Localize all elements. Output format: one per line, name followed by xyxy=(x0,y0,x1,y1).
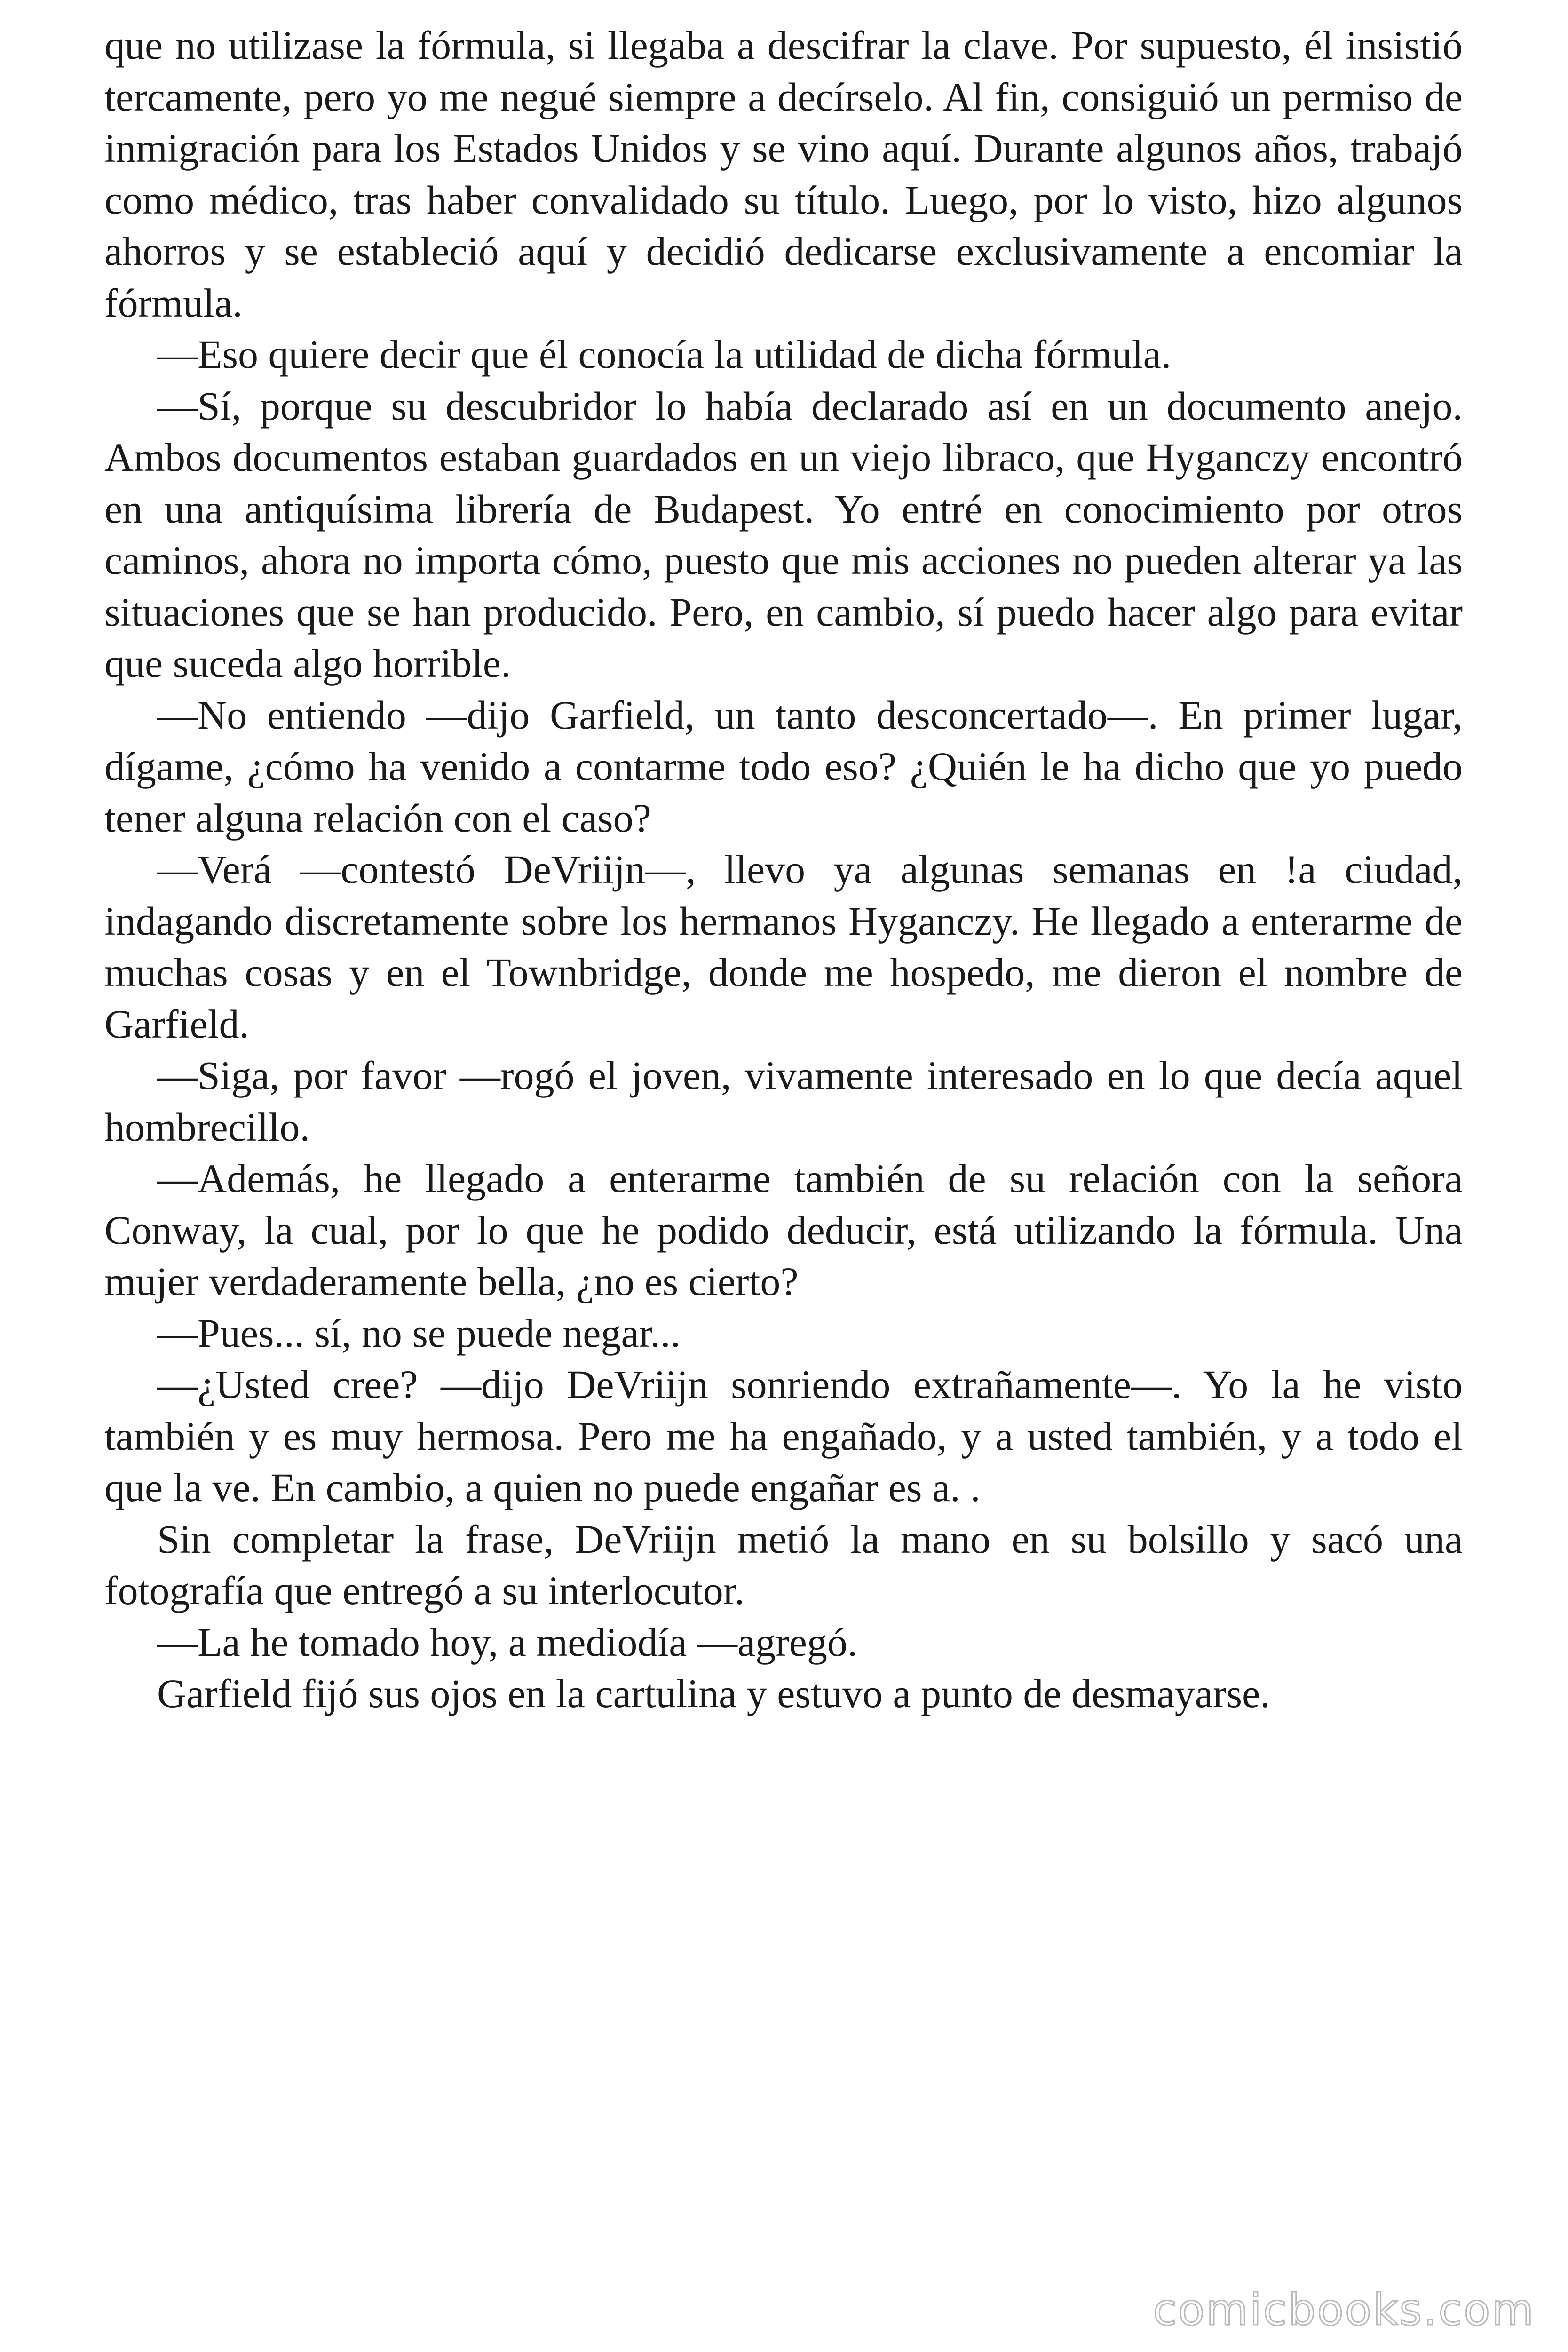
paragraph: —Sí, porque su descubridor lo había declarado así en un documento anejo. Ambos documentos estaban guardados en un viejo libraco, que Hyganczy encontró en una antiquísima librería de Budapest. Yo entré en conocimiento por otros caminos, ahora no importa cómo, puesto que mis acciones no pueden alterar ya las situaciones que se han producido. Pero, en cambio, sí puedo hacer algo para evitar que suceda algo horrible. xyxy=(104,383,1463,686)
paragraph: —La he tomado hoy, a mediodía —agregó. xyxy=(157,1619,858,1665)
paragraph: —¿Usted cree? —dijo DeVriijn sonriendo extrañamente—. Yo la he visto también y es muy hermosa. Pero me ha engañado, y a usted también, y a todo el que la ve. En cambio, a quien no puede engañar es a. . xyxy=(104,1362,1463,1510)
page-body-text xyxy=(104,20,1463,1720)
paragraph: —Además, he llegado a enterarme también de su relación con la señora Conway, la cual, por lo que he podido deducir, está utilizando la fórmula. Una mujer verdaderamente bella, ¿no es cierto? xyxy=(104,1156,1463,1304)
paragraph: —Siga, por favor —rogó el joven, vivamente interesado en lo que decía aquel hombrecillo. xyxy=(104,1053,1463,1150)
site-watermark: comicbooks.com xyxy=(1153,2285,1535,2335)
paragraph: Garfield fijó sus ojos en la cartulina y estuvo a punto de desmayarse. xyxy=(157,1671,1270,1716)
paragraph: —Verá —contestó DeVriijn—, llevo ya algunas semanas en !a ciudad, indagando discretamente sobre los hermanos Hyganczy. He llegado a enterarme de muchas cosas y en el Townbridge, donde me hospedo, me dieron el nombre de Garfield. xyxy=(104,847,1463,1047)
paragraph: —Pues... sí, no se puede negar... xyxy=(157,1310,681,1356)
paragraph: —No entiendo —dijo Garfield, un tanto desconcertado—. En primer lugar, dígame, ¿cómo ha venido a contarme todo eso? ¿Quién le ha dicho que yo puedo tener alguna relación con el caso? xyxy=(104,692,1463,841)
paragraph: que no utilizase la fórmula, si llegaba a descifrar la clave. Por supuesto, él insistió tercamente, pero yo me negué siempre a decírselo. Al fin, consiguió un permiso de inmigración para los Estados Unidos y se vino aquí. Durante algunos años, trabajó como médico, tras haber convalidado su título. Luego, por lo visto, hizo algunos ahorros y se estableció aquí y decidió dedicarse exclusivamente a encomiar la fórmula. xyxy=(104,23,1463,326)
paragraph: Sin completar la frase, DeVriijn metió la mano en su bolsillo y sacó una fotografía que entregó a su interlocutor. xyxy=(104,1516,1463,1613)
paragraph: —Eso quiere decir que él conocía la utilidad de dicha fórmula. xyxy=(157,332,1172,377)
